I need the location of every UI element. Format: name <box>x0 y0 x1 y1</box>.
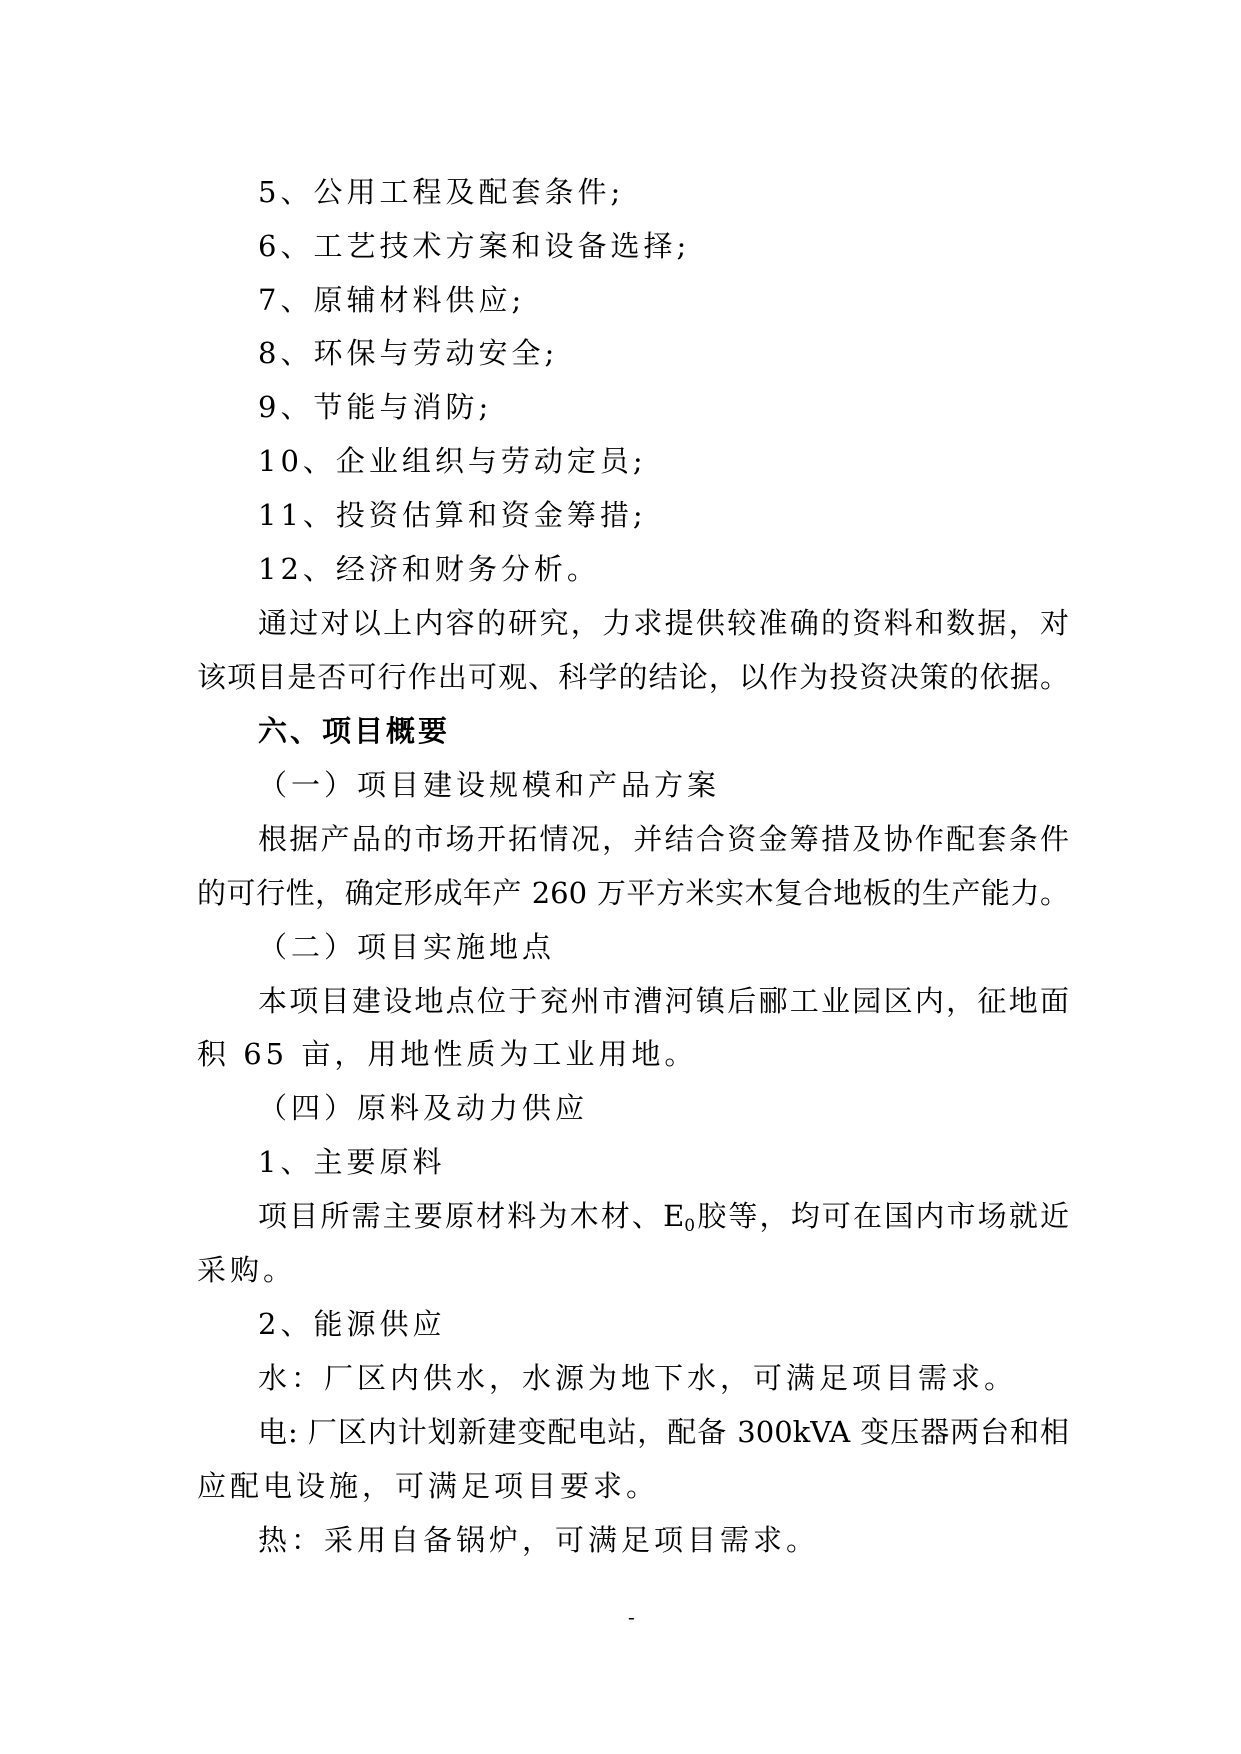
list-item-12: 12、经济和财务分析。 <box>258 552 600 586</box>
page-number: - <box>628 1605 635 1629</box>
raw-material-text-a: 项目所需主要原材料为木材、E <box>258 1199 685 1233</box>
list-item-11: 11、投资估算和资金筹措; <box>258 498 647 532</box>
subsection-heading-1: （一）项目建设规模和产品方案 <box>258 768 721 802</box>
list-item-7: 7、原辅材料供应; <box>258 283 526 317</box>
raw-material-text-b: 胶等，均可在国内市场就近 <box>695 1199 1069 1233</box>
subsection-heading-4: （四）原料及动力供应 <box>258 1091 589 1125</box>
raw-material-heading: 1、主要原料 <box>258 1145 446 1179</box>
scale-line-1: 根据产品的市场开拓情况，并结合资金筹措及协作配套条件 <box>258 822 1069 856</box>
summary-line-1: 通过对以上内容的研究，力求提供较准确的资料和数据，对 <box>258 606 1069 640</box>
list-item-5: 5、公用工程及配套条件; <box>258 175 625 209</box>
subsection-heading-2: （二）项目实施地点 <box>258 930 556 964</box>
list-item-6: 6、工艺技术方案和设备选择; <box>258 229 691 263</box>
raw-material-line-2: 采购。 <box>197 1253 297 1287</box>
location-line-1: 本项目建设地点位于兖州市漕河镇后郦工业园区内，征地面 <box>258 984 1069 1018</box>
location-line-2: 积 65 亩，用地性质为工业用地。 <box>197 1037 698 1071</box>
section-heading: 六、项目概要 <box>258 714 451 748</box>
scale-line-2: 的可行性，确定形成年产 260 万平方米实木复合地板的生产能力。 <box>197 876 1069 910</box>
water-supply-line: 水：厂区内供水，水源为地下水，可满足项目需求。 <box>258 1361 1018 1395</box>
list-item-8: 8、环保与劳动安全; <box>258 336 559 370</box>
heat-supply-line: 热：采用自备锅炉，可满足项目需求。 <box>258 1523 820 1557</box>
power-supply-line-2: 应配电设施，可满足项目要求。 <box>197 1469 660 1503</box>
power-supply-line-1: 电: 厂区内计划新建变配电站，配备 300kVA 变压器两台和相 <box>258 1415 1069 1449</box>
raw-material-line-1 <box>258 1198 1069 1234</box>
list-item-9: 9、节能与消防; <box>258 390 493 424</box>
raw-material-subscript: 0 <box>684 1216 696 1236</box>
list-item-10: 10、企业组织与劳动定员; <box>258 444 647 478</box>
summary-line-2: 该项目是否可行作出可观、科学的结论，以作为投资决策的依据。 <box>197 660 1069 694</box>
energy-heading: 2、能源供应 <box>258 1307 446 1341</box>
